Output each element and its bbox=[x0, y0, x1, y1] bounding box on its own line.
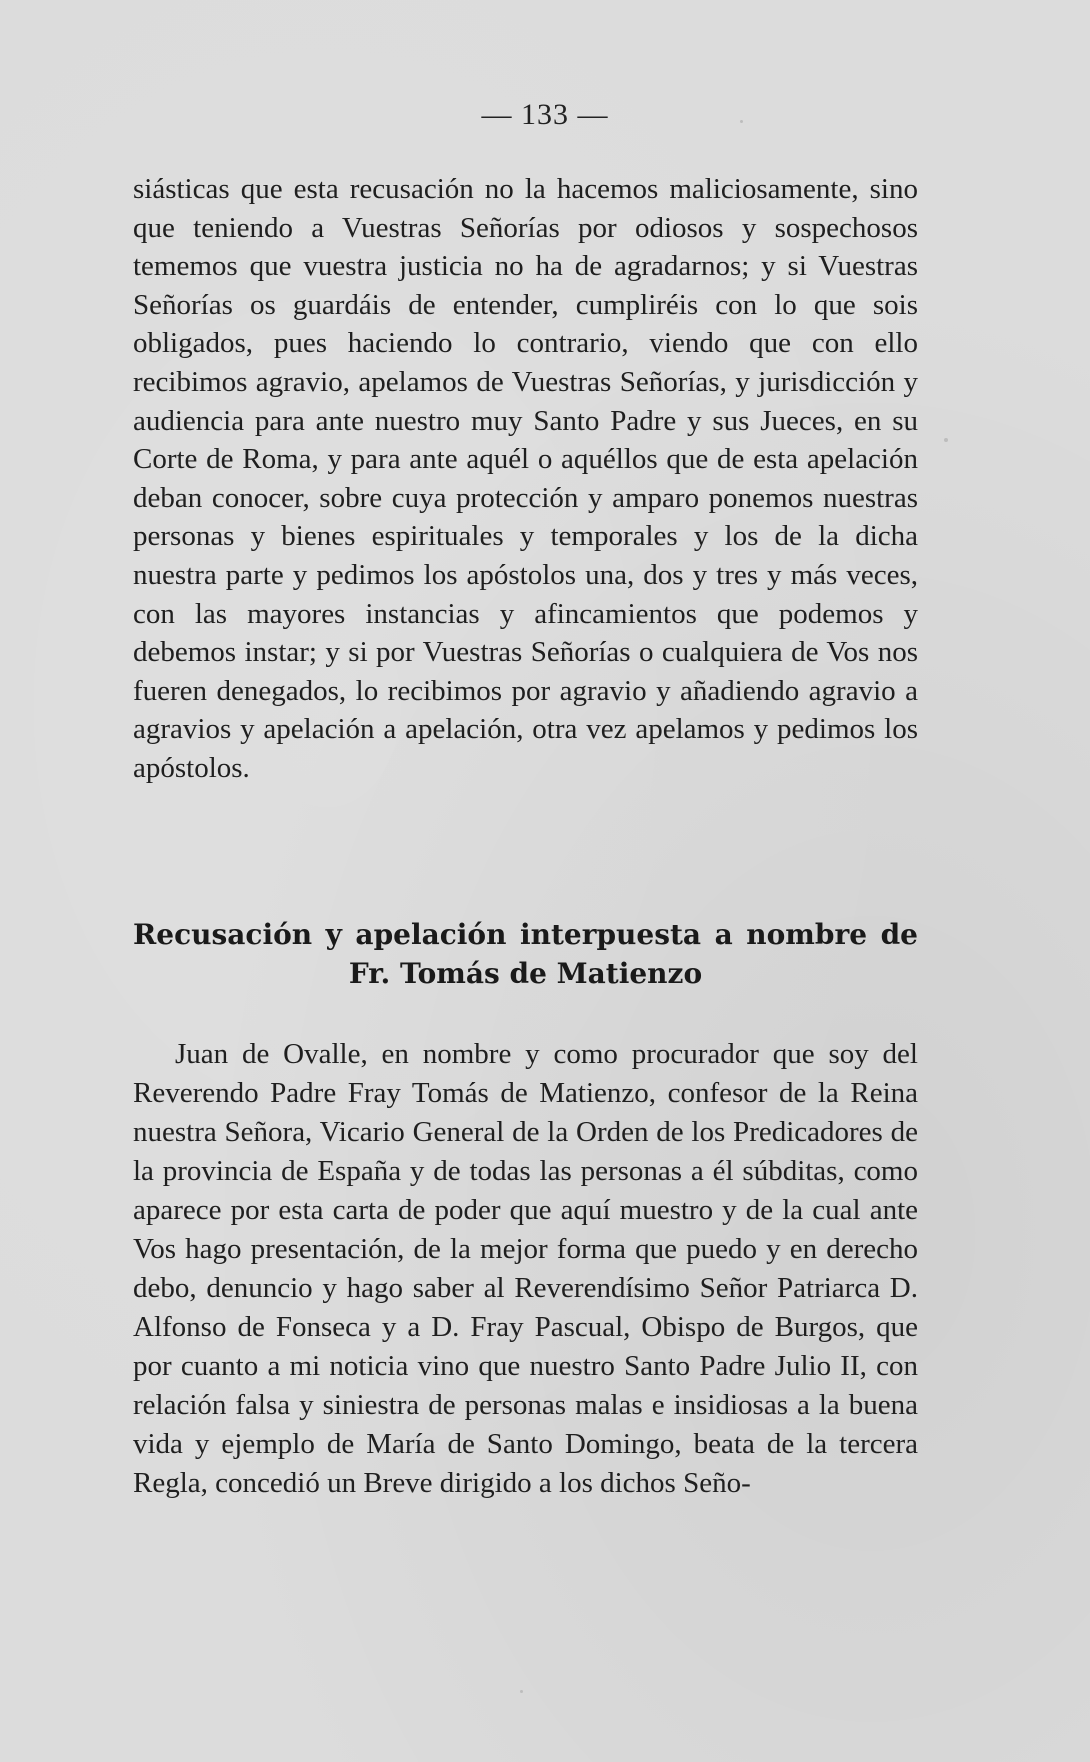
paper-speck bbox=[520, 1690, 523, 1693]
section-heading-line-1: Recusación y apelación interpuesta a nombre de bbox=[133, 918, 918, 951]
section-heading bbox=[133, 915, 918, 993]
page-number: — 133 — bbox=[481, 98, 609, 131]
paper-speck bbox=[740, 120, 743, 123]
section-heading-line-2: Fr. Tomás de Matienzo bbox=[348, 957, 703, 990]
paper-speck bbox=[944, 438, 948, 442]
paragraph-ovalle: Juan de Ovalle, en nombre y como procurador que soy del Reverendo Padre Fray Tomás de Matienzo, confesor de la Reina nuestra Señora, Vicario General de la Orden de los Predicadores de la provincia de España y de todas las personas a él súbditas, como aparece por esta carta de poder que aquí muestro y de la cual ante Vos hago presentación, de la mejor forma que puedo y en derecho debo, denuncio y hago saber al Reverendísimo Señor Patriarca D. Alfonso de Fonseca y a D. Fray Pascual, Obispo de Burgos, que por cuanto a mi noticia vino que nuestro Santo Padre Julio II, con relación falsa y siniestra de personas malas e insidiosas a la buena vida y ejemplo de María de Santo Domingo, beata de la tercera Regla, concedió un Breve dirigido a los dichos Seño- bbox=[133, 1038, 918, 1499]
paragraph-continuation: siásticas que esta recusación no la hacemos maliciosamente, sino que teniendo a Vuestras Señorías por odiosos y sospechosos tememos que vuestra justicia no ha de agradarnos; y si Vuestras Señorías os guardáis de entender, cumpliréis con lo que sois obligados, pues haciendo lo contrario, viendo que con ello recibimos agravio, apelamos de Vuestras Señorías, y jurisdicción y audiencia para ante nuestro muy Santo Padre y sus Jueces, en su Corte de Roma, y para ante aquél o aquéllos que de esta apelación deban conocer, sobre cuya protección y amparo ponemos nuestras personas y bienes espirituales y temporales y los de la dicha nuestra parte y pedimos los apóstolos una, dos y tres y más veces, con las mayores instancias y afincamientos que podemos y debemos instar; y si por Vuestras Señorías o cualquiera de Vos nos fueren denegados, lo recibimos por agravio y añadiendo agravio a agravios y apelación a apelación, otra vez apelamos y pedimos los apóstolos. bbox=[133, 173, 918, 784]
